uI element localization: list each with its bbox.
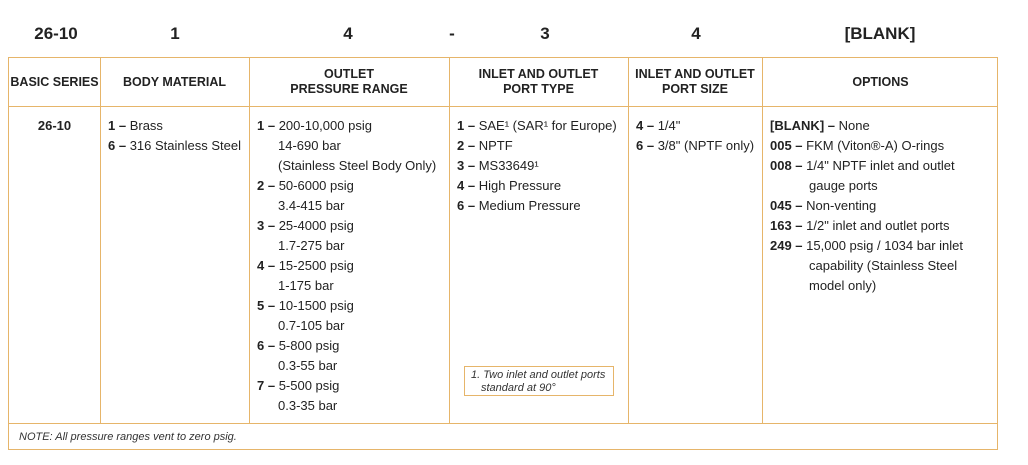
col-divider <box>100 58 101 423</box>
header-options: OPTIONS <box>852 74 909 89</box>
list-item: 6 – 5-800 psig <box>257 338 340 353</box>
note-divider <box>9 423 997 424</box>
list-item: 045 – Non-venting <box>770 198 877 213</box>
list-item: 1 – SAE¹ (SAR¹ for Europe) <box>457 118 617 133</box>
list-item: 6 – 316 Stainless Steel <box>108 138 241 153</box>
code-port-size: 4 <box>691 24 701 43</box>
list-item: 3 – 25-4000 psig <box>257 218 354 233</box>
header-port-size: INLET AND OUTLET PORT SIZE <box>635 67 755 96</box>
list-item: [BLANK] – None <box>770 118 870 133</box>
list-item: 4 – 1/4" <box>636 118 681 133</box>
col-divider <box>628 58 629 423</box>
options-list: [BLANK] – None 005 – FKM (Viton®-A) O-rings 008 – 1/4" NPTF inlet and outlet gauge ports 045 – Non-venting 163 – 1/2" inlet and outlet ports 249 – 15,000 psig / 1034 bar inlet capability (Stainless Steel model only) <box>770 118 963 293</box>
ordering-table <box>8 57 998 450</box>
code-dash: - <box>449 24 455 43</box>
col-divider <box>449 58 450 423</box>
header-basic-series: BASIC SERIES <box>10 74 99 89</box>
list-item: 2 – 50-6000 psig <box>257 178 354 193</box>
list-item: 5 – 10-1500 psig <box>257 298 354 313</box>
col-divider <box>762 58 763 423</box>
code-body-material: 1 <box>170 24 180 43</box>
list-item: 7 – 5-500 psig <box>257 378 340 393</box>
code-basic-series: 26-10 <box>34 24 78 43</box>
list-item: 008 – 1/4" NPTF inlet and outlet <box>770 158 955 173</box>
list-item: 6 – 3/8" (NPTF only) <box>636 138 755 153</box>
port-type-footnote: 1. Two inlet and outlet ports standard at 90° <box>464 366 614 396</box>
code-options: [BLANK] <box>844 24 916 43</box>
body-material-list <box>108 116 241 156</box>
list-item: 4 – High Pressure <box>457 178 562 193</box>
col-divider <box>249 58 250 423</box>
model-code-row <box>0 0 1028 56</box>
list-item: 3 – MS33649¹ <box>457 158 539 173</box>
code-outlet-pressure: 4 <box>343 24 353 43</box>
header-outlet-pressure: OUTLET PRESSURE RANGE <box>290 67 408 96</box>
header-body-material: BODY MATERIAL <box>122 74 226 89</box>
list-item: 1 – Brass <box>108 118 163 133</box>
basic-series-value: 26-10 <box>37 118 72 133</box>
pressure-range-list: 1 – 200-10,000 psig 14-690 bar (Stainless Steel Body Only) 2 – 50-6000 psig 3.4-415 bar 3 – 25-4000 psig 1.7-275 bar 4 – 15-2500 psig 1-175 bar 5 – 10-1500 psig 0.7-105 bar 6 – 5-800 psig 0.3-55 bar 7 – 5-500 psig 0.3-35 bar <box>257 118 437 413</box>
list-item: 163 – 1/2" inlet and outlet ports <box>770 218 950 233</box>
table-note: NOTE: All pressure ranges vent to zero psig. <box>19 431 237 443</box>
list-item: 6 – Medium Pressure <box>457 198 581 213</box>
header-divider <box>9 106 997 107</box>
list-item: 2 – NPTF <box>457 138 513 153</box>
list-item: 249 – 15,000 psig / 1034 bar inlet <box>770 238 963 253</box>
port-size-list <box>636 116 754 156</box>
header-port-type: INLET AND OUTLET PORT TYPE <box>478 67 599 96</box>
port-type-list <box>457 116 617 216</box>
list-item: 1 – 200-10,000 psig <box>257 118 372 133</box>
list-item: 005 – FKM (Viton®-A) O-rings <box>770 138 945 153</box>
code-port-type: 3 <box>540 24 550 43</box>
list-item: 4 – 15-2500 psig <box>257 258 354 273</box>
